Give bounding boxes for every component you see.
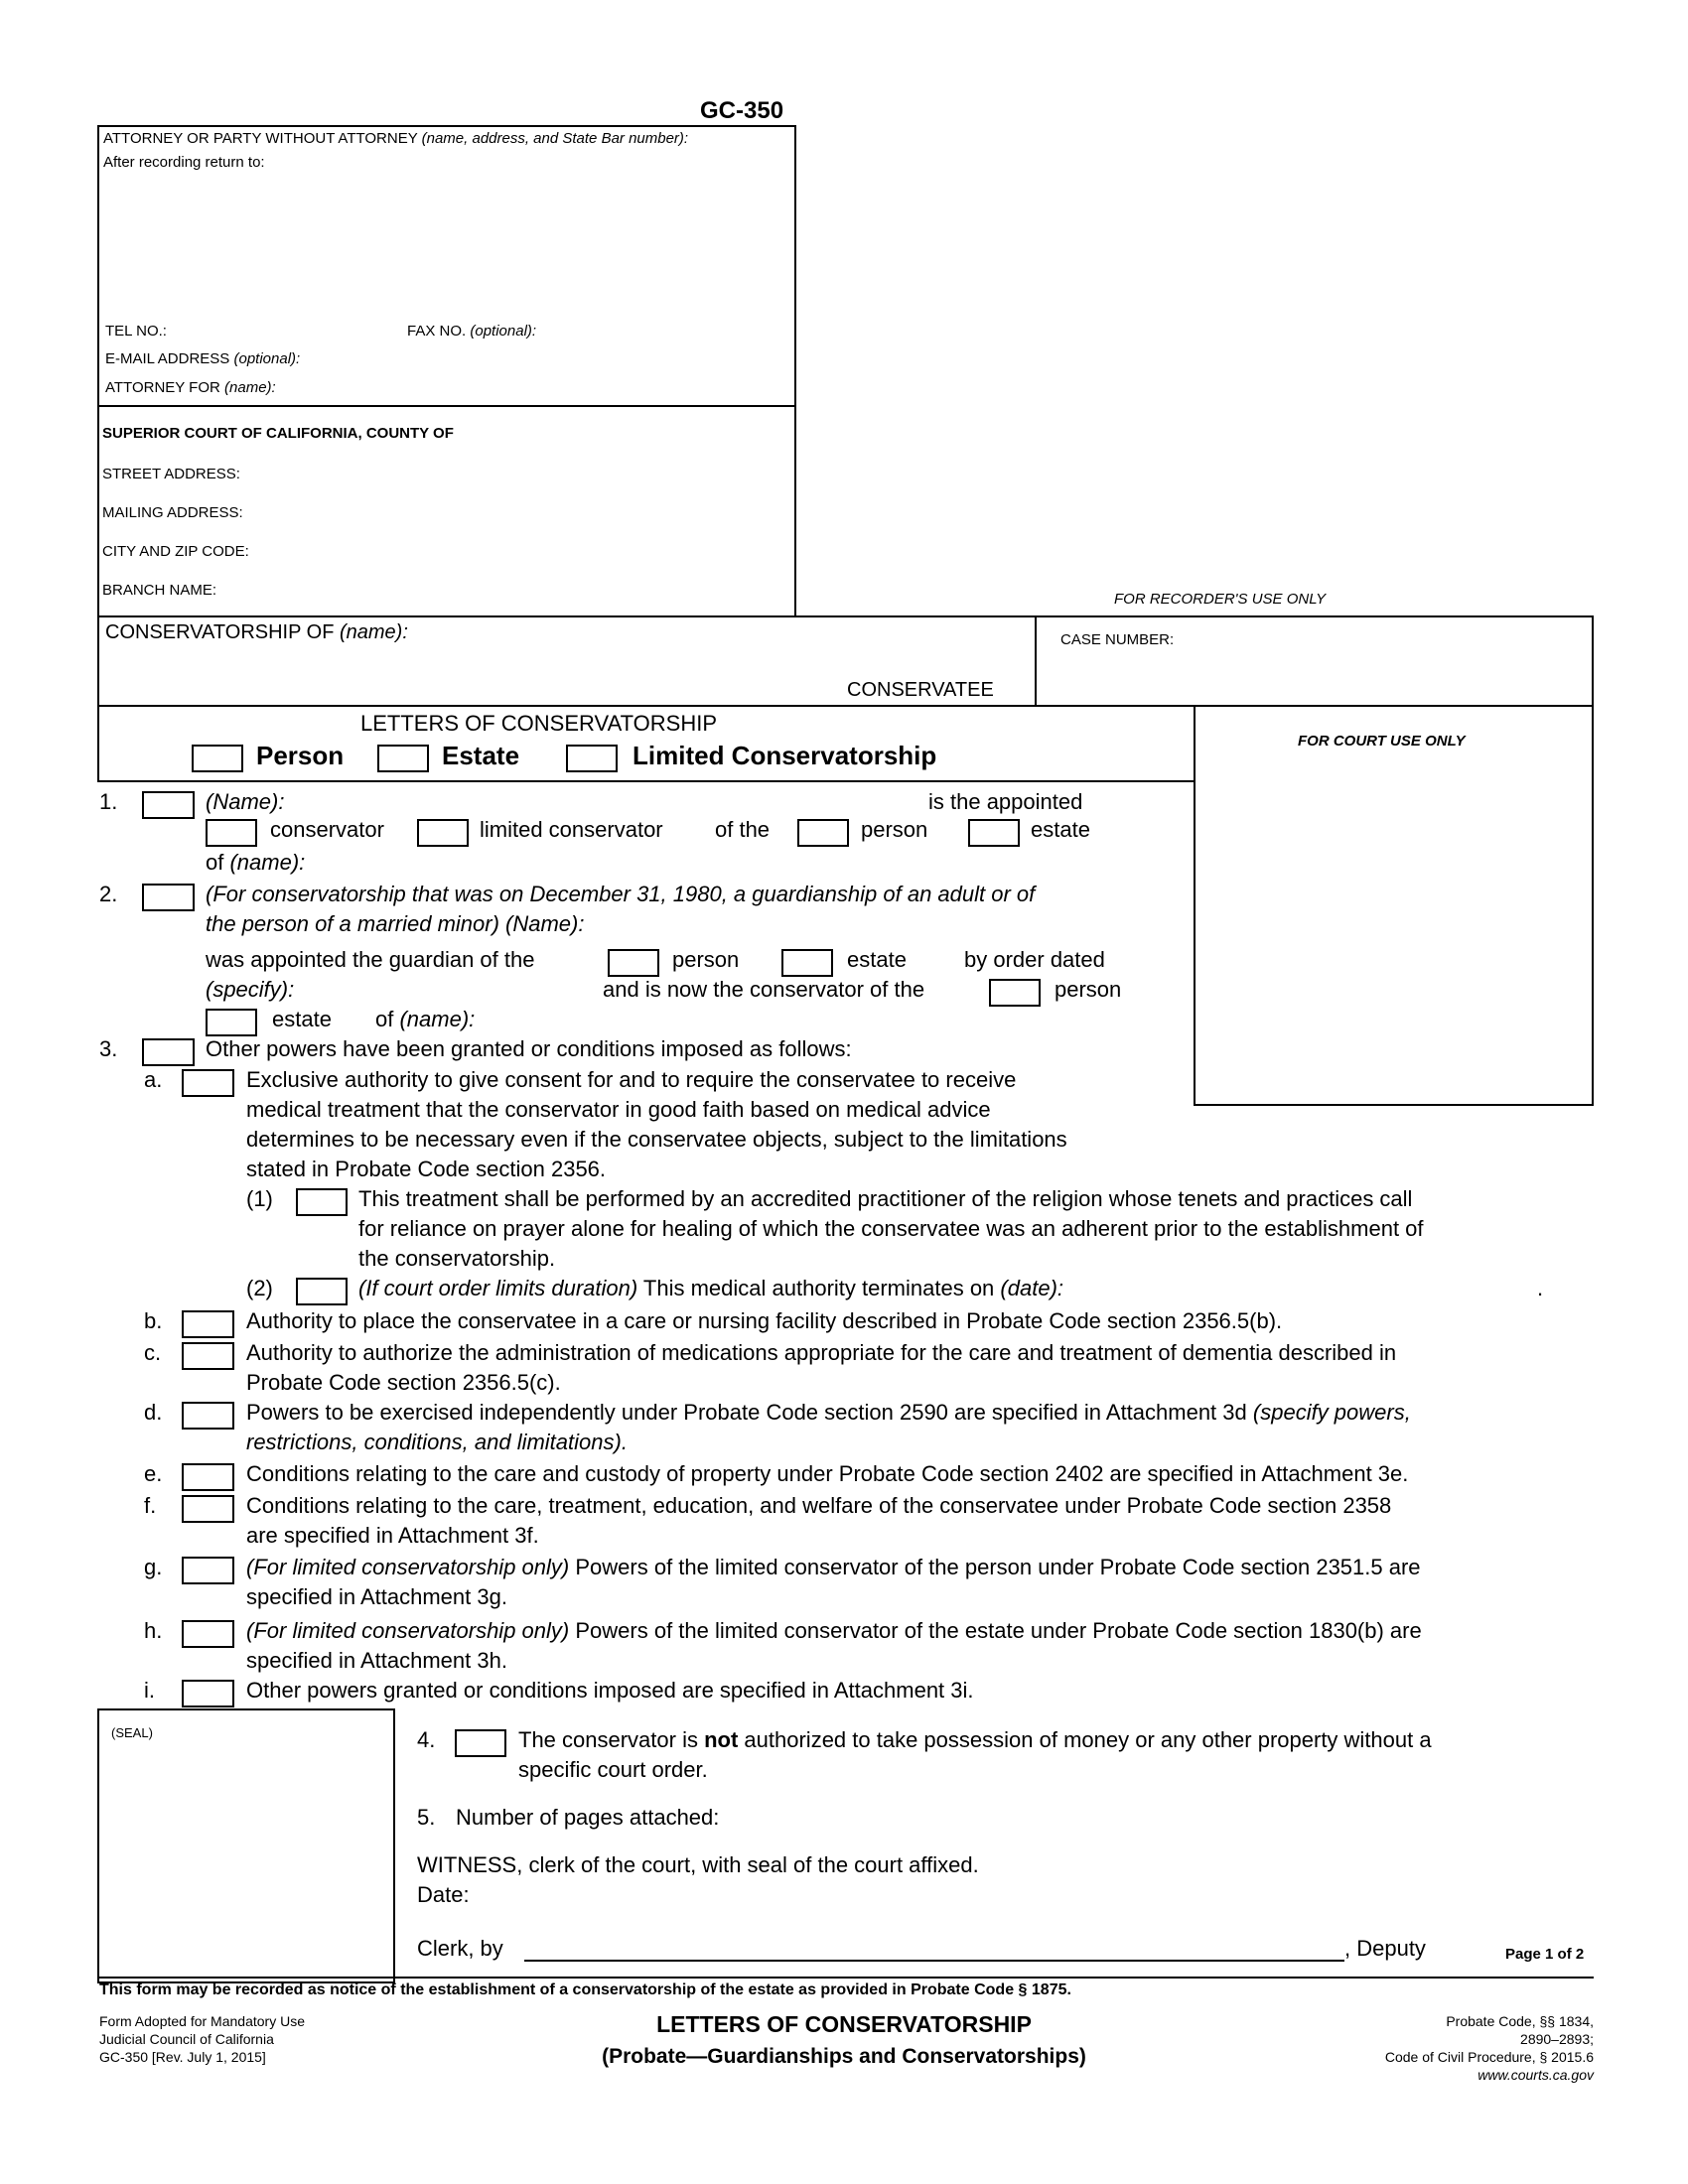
item-3i-text: Other powers granted or conditions imposed are specified in Attachment 3i. [246, 1678, 974, 1703]
item-1-estate-label: estate [1031, 817, 1090, 842]
item-3a-letter: a. [144, 1067, 163, 1092]
email-label: E-MAIL ADDRESS (optional): [105, 350, 301, 367]
footer-website[interactable]: www.courts.ca.gov [1477, 2067, 1594, 2083]
item-3g-letter: g. [144, 1555, 163, 1579]
item-3f-checkbox[interactable] [182, 1495, 234, 1523]
item-3a2-period: . [1537, 1276, 1544, 1300]
item-2-estate-checkbox[interactable] [781, 949, 833, 977]
footer-subtitle: (Probate—Guardianships and Conservatorships) [602, 2045, 1086, 2068]
limited-conservatorship-label: Limited Conservatorship [633, 741, 937, 770]
item-3a-checkbox[interactable] [182, 1069, 234, 1097]
item-1-of-name: of (name): [206, 850, 306, 875]
attorney-label: ATTORNEY OR PARTY WITHOUT ATTORNEY (name, address, and State Bar number): [103, 130, 689, 147]
item-2-checkbox[interactable] [142, 884, 195, 911]
item-3a2-number: (2) [246, 1276, 273, 1300]
item-2-estate-label: estate [847, 947, 907, 972]
form-number: GC-350 [700, 97, 784, 124]
footer-revision: GC-350 [Rev. July 1, 2015] [99, 2049, 266, 2065]
item-3c-line-1: Authority to authorize the administration of medications appropriate for the care and treatment of dementia described in [246, 1340, 1397, 1365]
item-3d-letter: d. [144, 1400, 163, 1425]
street-address-label: STREET ADDRESS: [102, 466, 240, 482]
limited-conservatorship-checkbox[interactable] [566, 745, 618, 772]
item-1-appointed-text: is the appointed [928, 789, 1083, 814]
item-3g-checkbox[interactable] [182, 1557, 234, 1584]
item-3a1-line-1: This treatment shall be performed by an accredited practitioner of the religion whose tenets and practices call [358, 1186, 1413, 1211]
item-3a1-checkbox[interactable] [296, 1188, 348, 1216]
item-3i-checkbox[interactable] [182, 1680, 234, 1707]
item-1-name-label: (Name): [206, 789, 285, 814]
footer-code-3: Code of Civil Procedure, § 2015.6 [1384, 2049, 1594, 2065]
item-3g-line-1: (For limited conservatorship only) Powers of the limited conservator of the person under Probate Code section 2351.5 are [246, 1555, 1421, 1579]
item-2-guardian-text: was appointed the guardian of the [206, 947, 535, 972]
attorney-for-label: ATTORNEY FOR (name): [105, 379, 276, 396]
person-label: Person [256, 741, 345, 770]
recorder-use-label: FOR RECORDER'S USE ONLY [1114, 591, 1327, 608]
item-3c-checkbox[interactable] [182, 1342, 234, 1370]
item-2-order-dated-text: by order dated [964, 947, 1105, 972]
clerk-signature-line[interactable] [524, 1960, 1344, 1962]
item-3f-line-1: Conditions relating to the care, treatment, education, and welfare of the conservatee under Probate Code section 2358 [246, 1493, 1392, 1518]
item-3g-line-2: specified in Attachment 3g. [246, 1584, 507, 1609]
item-3h-line-2: specified in Attachment 3h. [246, 1648, 507, 1673]
item-2-specify-label: (specify): [206, 977, 295, 1002]
item-3h-checkbox[interactable] [182, 1620, 234, 1648]
footer-code-2: 2890–2893; [1520, 2031, 1594, 2047]
item-2-person-label: person [672, 947, 740, 972]
seal-box [97, 1708, 395, 1983]
item-2-person2-checkbox[interactable] [989, 979, 1041, 1007]
item-3f-line-2: are specified in Attachment 3f. [246, 1523, 539, 1548]
bottom-rule [97, 1977, 1594, 1979]
item-4-checkbox[interactable] [455, 1729, 506, 1757]
item-3e-checkbox[interactable] [182, 1463, 234, 1491]
person-checkbox[interactable] [192, 745, 243, 772]
item-1-limited-conservator-label: limited conservator [480, 817, 663, 842]
deputy-label: , Deputy [1344, 1936, 1426, 1961]
item-3a-line-3: determines to be necessary even if the conservatee objects, subject to the limitations [246, 1127, 1067, 1152]
city-zip-label: CITY AND ZIP CODE: [102, 543, 249, 560]
item-3a1-number: (1) [246, 1186, 273, 1211]
court-title: SUPERIOR COURT OF CALIFORNIA, COUNTY OF [102, 425, 454, 442]
item-1-conservator-checkbox[interactable] [206, 819, 257, 847]
footer-code-1: Probate Code, §§ 1834, [1446, 2013, 1594, 2029]
item-4-number: 4. [417, 1727, 436, 1752]
item-3e-letter: e. [144, 1461, 163, 1486]
item-3a-line-1: Exclusive authority to give consent for and to require the conservatee to receive [246, 1067, 1017, 1092]
item-2-estate2-label: estate [272, 1007, 332, 1031]
date-label: Date: [417, 1882, 470, 1907]
footer-council: Judicial Council of California [99, 2031, 274, 2047]
item-3b-letter: b. [144, 1308, 163, 1333]
court-use-box [1194, 705, 1594, 1106]
item-1-estate-checkbox[interactable] [968, 819, 1020, 847]
seal-label: (SEAL) [111, 1725, 153, 1740]
item-3a2-checkbox[interactable] [296, 1278, 348, 1305]
letters-title: LETTERS OF CONSERVATORSHIP [360, 711, 717, 736]
conservatorship-of-label: CONSERVATORSHIP OF (name): [105, 621, 408, 643]
item-2-estate2-checkbox[interactable] [206, 1009, 257, 1036]
item-3a-line-4: stated in Probate Code section 2356. [246, 1157, 607, 1181]
item-3c-letter: c. [144, 1340, 162, 1365]
item-5-text: Number of pages attached: [456, 1805, 720, 1830]
item-1-person-label: person [861, 817, 928, 842]
item-3b-checkbox[interactable] [182, 1310, 234, 1338]
item-2-line-1: (For conservatorship that was on December 31, 1980, a guardianship of an adult or of [206, 882, 1036, 906]
item-2-line-2: the person of a married minor) (Name): [206, 911, 585, 936]
item-1-of-the-text: of the [715, 817, 771, 842]
footer-adopted: Form Adopted for Mandatory Use [99, 2013, 305, 2029]
recording-notice: This form may be recorded as notice of the establishment of a conservatorship of the estate as provided in Probate Code § 1875. [99, 1981, 1071, 1998]
branch-name-label: BRANCH NAME: [102, 582, 217, 599]
item-2-now-conservator-text: and is now the conservator of the [603, 977, 925, 1002]
estate-label: Estate [442, 741, 520, 770]
footer-title: LETTERS OF CONSERVATORSHIP [656, 2011, 1032, 2037]
item-1-person-checkbox[interactable] [797, 819, 849, 847]
item-3a1-line-2: for reliance on prayer alone for healing of which the conservatee was an adherent prior to the establishment of [358, 1216, 1424, 1241]
item-1-checkbox[interactable] [142, 791, 195, 819]
item-1-number: 1. [99, 789, 118, 814]
item-2-person2-label: person [1055, 977, 1122, 1002]
page-number: Page 1 of 2 [1505, 1946, 1585, 1963]
item-3-checkbox[interactable] [142, 1038, 195, 1066]
tel-label: TEL NO.: [105, 323, 167, 340]
court-use-label: FOR COURT USE ONLY [1298, 733, 1466, 750]
item-3d-line-2: restrictions, conditions, and limitations). [246, 1430, 628, 1454]
item-3b-text: Authority to place the conservatee in a care or nursing facility described in Probate Code section 2356.5(b). [246, 1308, 1283, 1333]
item-3e-text: Conditions relating to the care and custody of property under Probate Code section 2402 are specified in Attachment 3e. [246, 1461, 1409, 1486]
item-5-number: 5. [417, 1805, 436, 1830]
item-3-number: 3. [99, 1036, 118, 1061]
item-3h-letter: h. [144, 1618, 163, 1643]
item-2-number: 2. [99, 882, 118, 906]
clerk-label: Clerk, by [417, 1936, 503, 1961]
item-3f-letter: f. [144, 1493, 157, 1518]
item-3d-line-1: Powers to be exercised independently under Probate Code section 2590 are specified in Attachment 3d (specify powers, [246, 1400, 1411, 1425]
witness-text: WITNESS, clerk of the court, with seal of the court affixed. [417, 1852, 979, 1877]
item-4-line-2: specific court order. [518, 1757, 708, 1782]
caption-divider [1035, 615, 1037, 707]
item-3h-line-1: (For limited conservatorship only) Powers of the limited conservator of the estate under Probate Code section 1830(b) are [246, 1618, 1422, 1643]
mailing-address-label: MAILING ADDRESS: [102, 504, 243, 521]
conservatee-label: CONSERVATEE [847, 679, 994, 701]
item-2-person-checkbox[interactable] [608, 949, 659, 977]
return-label: After recording return to: [103, 154, 265, 171]
item-3c-line-2: Probate Code section 2356.5(c). [246, 1370, 561, 1395]
item-3i-letter: i. [144, 1678, 155, 1703]
item-3-text: Other powers have been granted or conditions imposed as follows: [206, 1036, 852, 1061]
item-3a-line-2: medical treatment that the conservator in good faith based on medical advice [246, 1097, 991, 1122]
item-3d-checkbox[interactable] [182, 1402, 234, 1430]
item-1-conservator-label: conservator [270, 817, 384, 842]
estate-checkbox[interactable] [377, 745, 429, 772]
case-number-label: CASE NUMBER: [1060, 631, 1175, 648]
item-2-of-name: of (name): [375, 1007, 476, 1031]
fax-label: FAX NO. (optional): [407, 323, 537, 340]
item-3a1-line-3: the conservatorship. [358, 1246, 556, 1271]
item-1-limited-conservator-checkbox[interactable] [417, 819, 469, 847]
item-4-line-1: The conservator is not authorized to take possession of money or any other property without a [518, 1727, 1432, 1752]
item-3a2-text: (If court order limits duration) This medical authority terminates on (date): [358, 1276, 1064, 1300]
